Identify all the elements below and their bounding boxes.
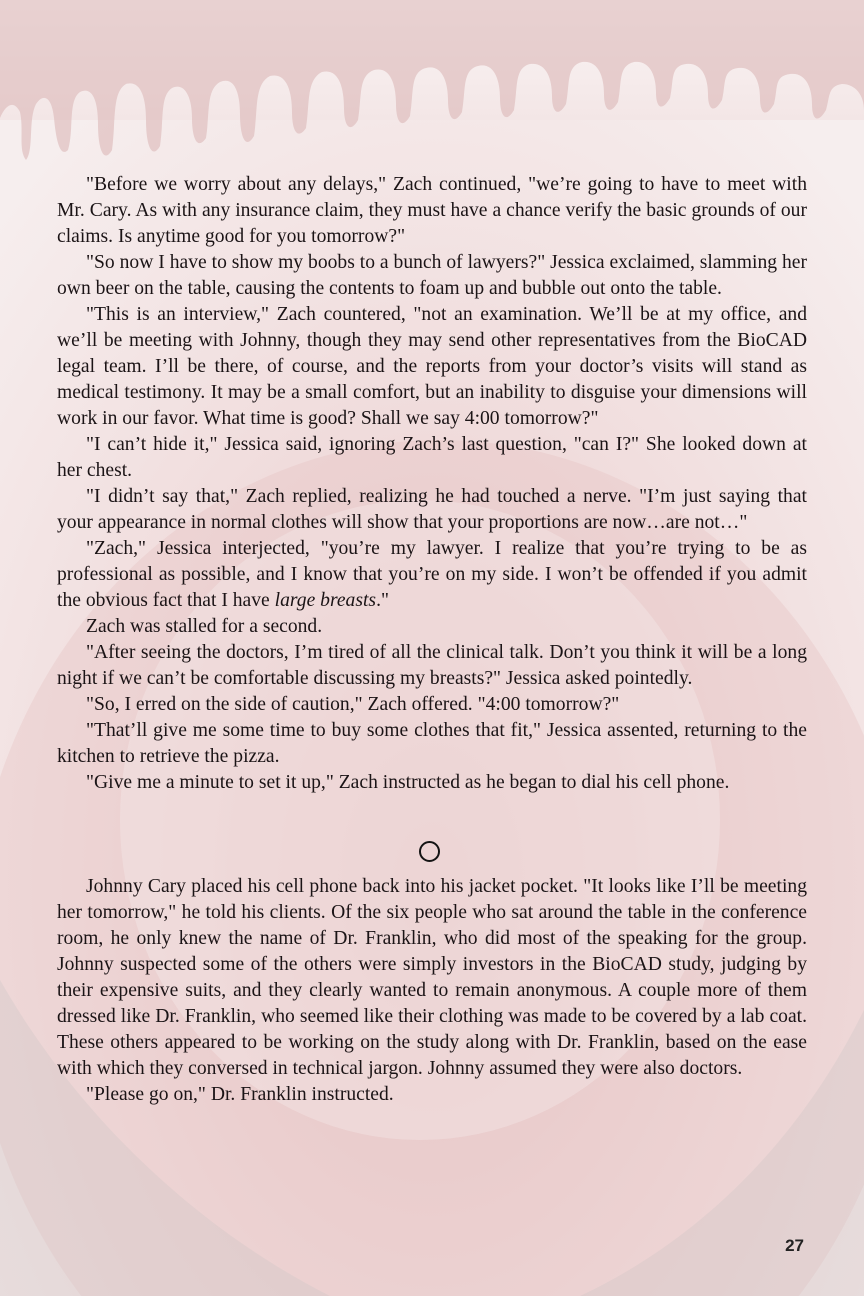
paragraph: "That’ll give me some time to buy some clothes that fit," Jessica assented, returning to the kitchen to retrieve the pizza.: [57, 720, 807, 767]
paragraph: Zach was stalled for a second.: [86, 616, 323, 637]
scene-break: [57, 796, 807, 874]
paragraph: "I didn’t say that," Zach replied, realizing he had touched a nerve. "I’m just saying that your appearance in normal clothes will show that your proportions are now…are not…": [57, 486, 807, 533]
paragraph: "After seeing the doctors, I’m tired of all the clinical talk. Don’t you think it will be a long night if we can’t be comfortable discussing my breasts?" Jessica asked pointedly.: [57, 642, 807, 689]
paragraph: "Give me a minute to set it up," Zach instructed as he began to dial his cell phone.: [86, 772, 730, 793]
paragraph-ending: .": [376, 590, 389, 611]
paragraph: "I can’t hide it," Jessica said, ignoring Zach’s last question, "can I?" She looked down at her chest.: [57, 434, 807, 481]
scene-break-circle-icon: [419, 841, 440, 862]
paragraph: "Before we worry about any delays," Zach continued, "we’re going to have to meet with Mr. Cary. As with any insurance claim, they must have a chance verify the basic grounds of our claims. Is anytime good for you tomorrow?": [57, 174, 807, 247]
page-number: 27: [785, 1236, 804, 1255]
paragraph: "So now I have to show my boobs to a bunch of lawyers?" Jessica exclaimed, slamming her own beer on the table, causing the contents to foam up and bubble out onto the table.: [57, 252, 807, 299]
paragraph-text: "Zach," Jessica interjected, "you’re my lawyer. I realize that you’re trying to be as professional as possible, and I know that you’re on my side. I won’t be offended if you admit the obvious fact that I have: [57, 538, 807, 611]
story-text: [57, 172, 807, 1108]
paragraph-with-emphasis: [57, 536, 807, 614]
paragraph: "This is an interview," Zach countered, "not an examination. We’ll be at my office, and we’ll be meeting with Johnny, though they may send other representatives from the BioCAD legal team. I’ll be there, of course, and the reports from your doctor’s visits will stand as medical testimony. It may be a small comfort, but an inability to disguise your dimensions will work in our favor. What time is good? Shall we say 4:00 tomorrow?": [57, 304, 807, 429]
paragraph: "So, I erred on the side of caution," Zach offered. "4:00 tomorrow?": [86, 694, 620, 715]
paragraph: "Please go on," Dr. Franklin instructed.: [86, 1084, 394, 1105]
paragraph: Johnny Cary placed his cell phone back into his jacket pocket. "It looks like I’ll be meeting her tomorrow," he told his clients. Of the six people who sat around the table in the conference room, he only knew the name of Dr. Franklin, who did most of the speaking for the group. Johnny suspected some of the others were simply investors in the BioCAD study, judging by their expensive suits, and they clearly wanted to remain anonymous. A couple more of them dressed like Dr. Franklin, who seemed like their clothing was made to be covered by a lab coat. These others appeared to be working on the study along with Dr. Franklin, based on the ease with which they conversed in technical jargon. Johnny assumed they were also doctors.: [57, 876, 807, 1079]
italic-emphasis: large breasts: [274, 590, 377, 611]
